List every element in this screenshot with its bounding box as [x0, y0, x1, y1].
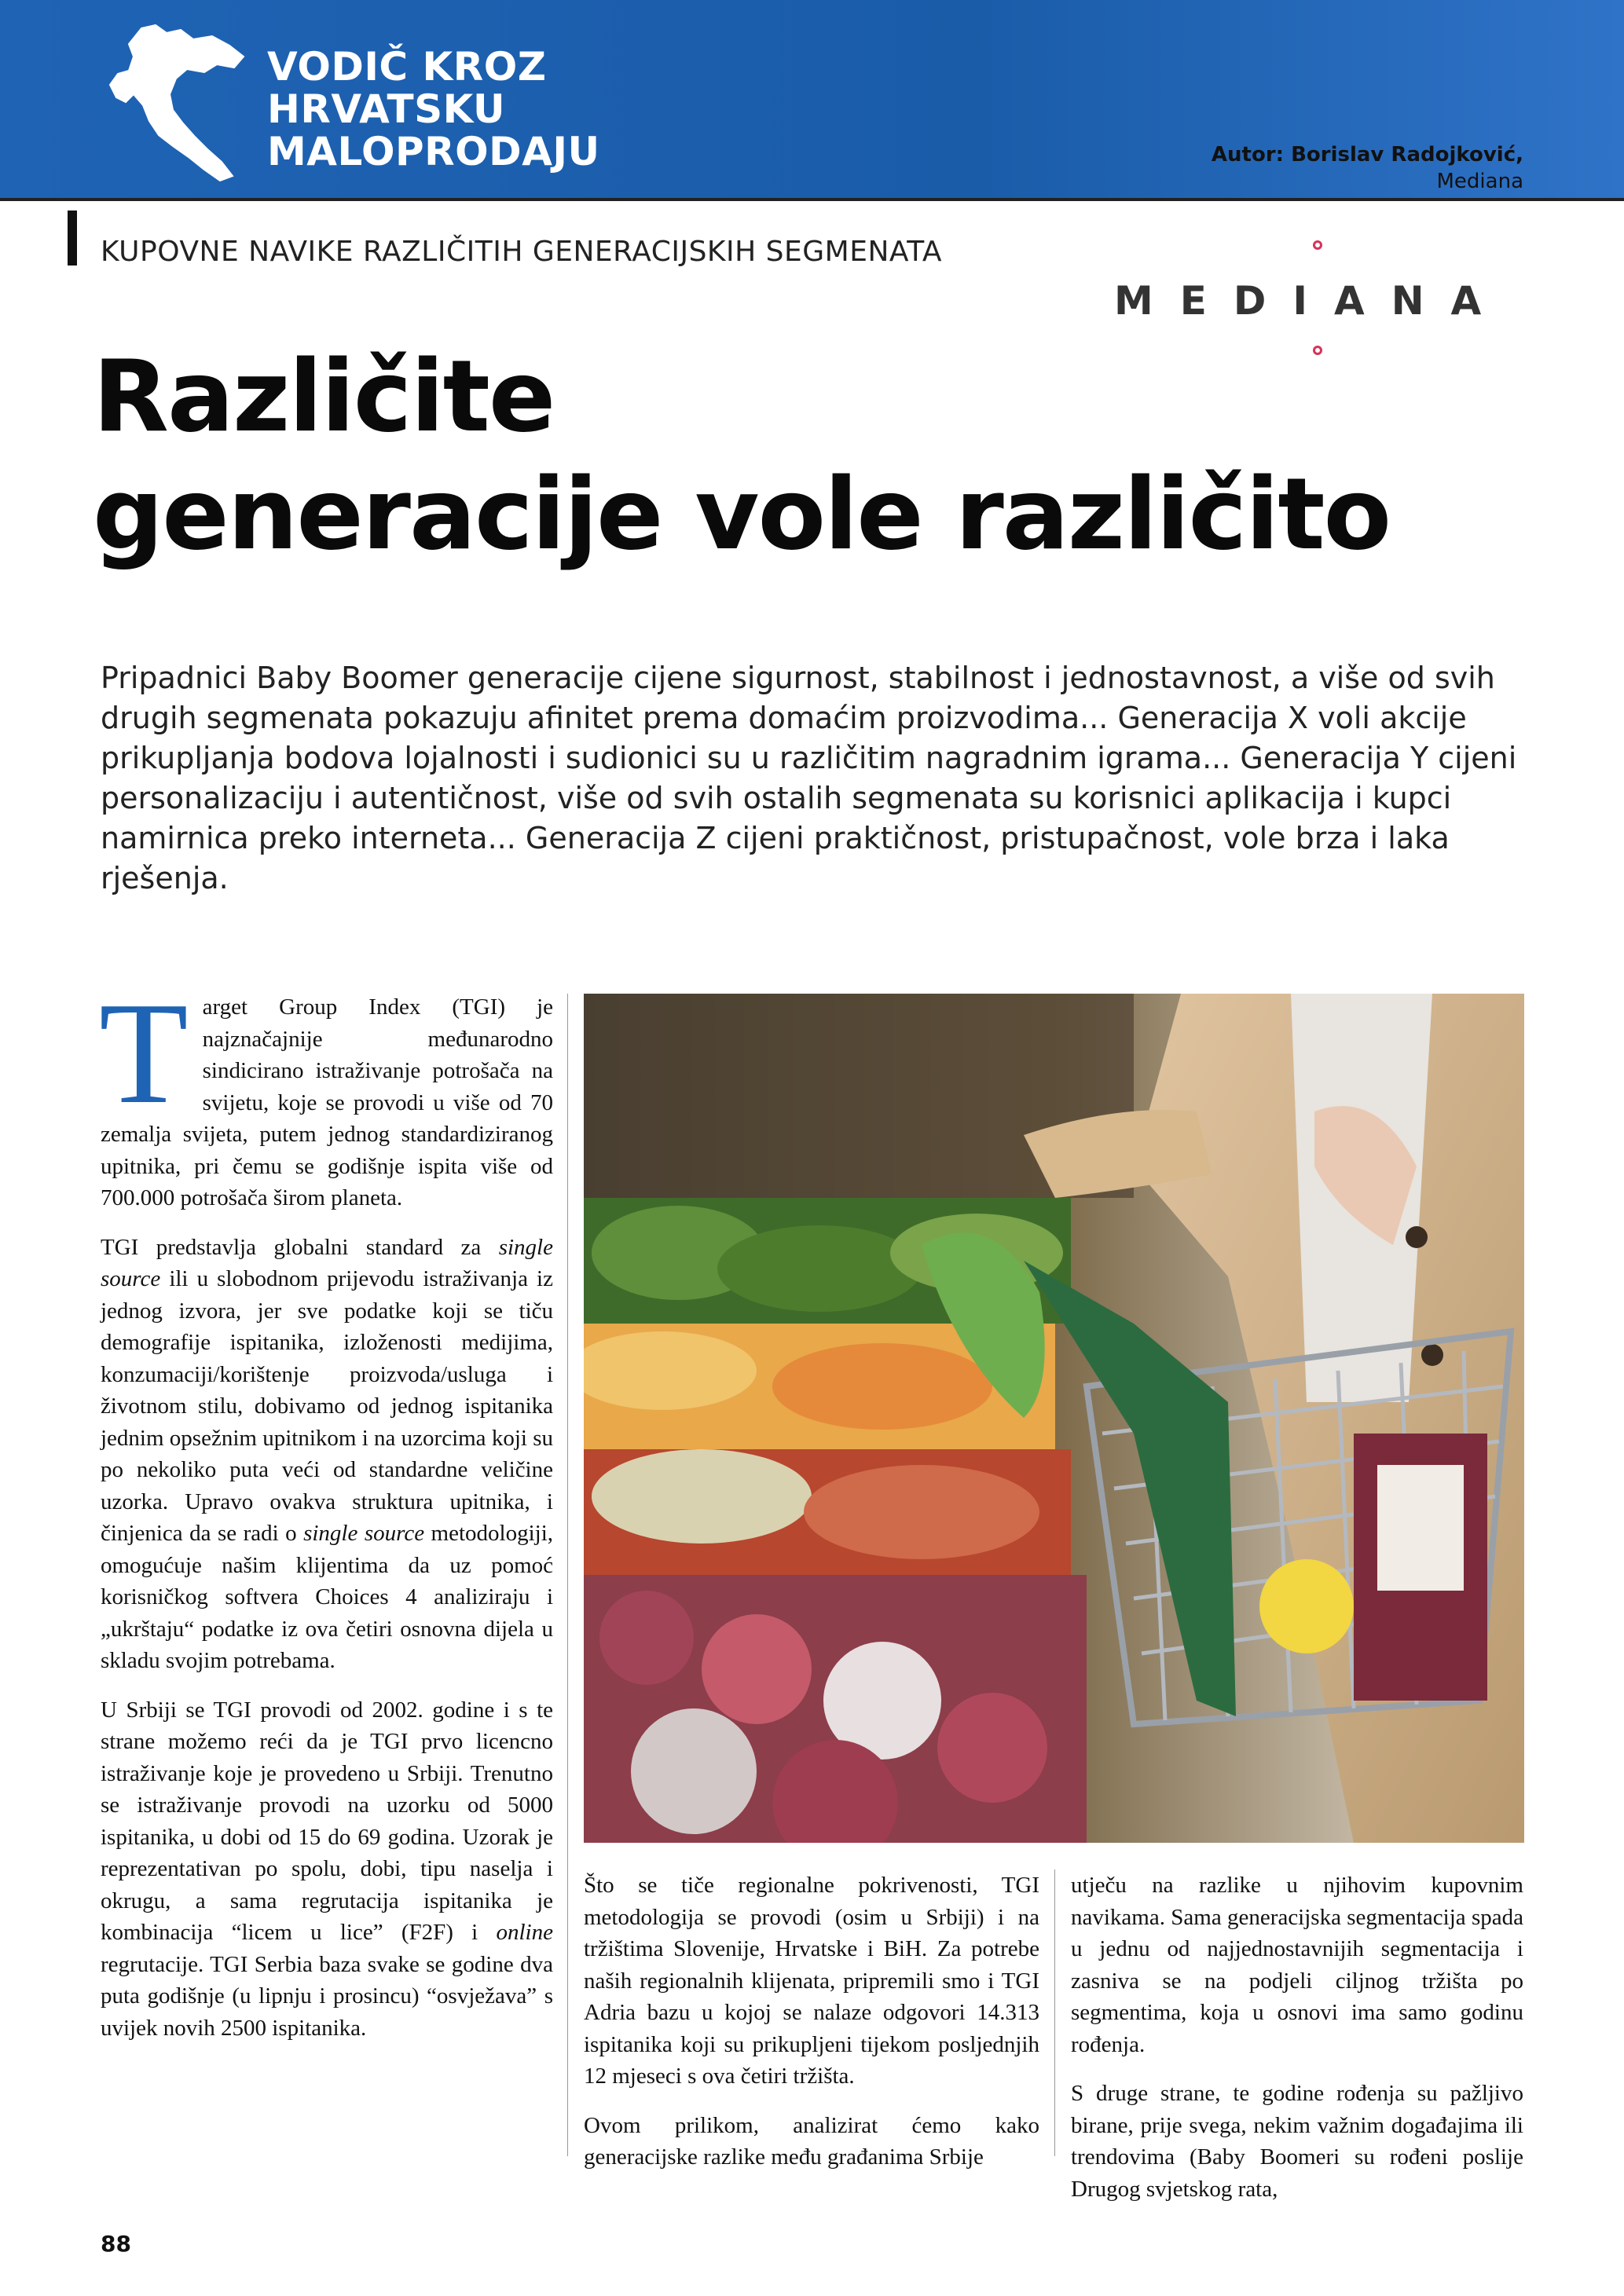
- title-line: Različite: [93, 339, 555, 454]
- paragraph-text: ili u slobodnom prijevodu istraživanja iz jednog izvora, jer sve podatke koji se tiču demografije ispitanika, izloženosti medijima, konzumaciji/korištenje proizvoda/usluga i životnom stilu, dobivamo od jednog ispitanika jednim opsežnim upitnikom i na uzorcima koji su po nekoliko puta veći od standardne veličine uzorka. Upravo ovakva struktura upitnika, i činjenica da se radi o: [101, 1266, 553, 1546]
- article-title: [93, 338, 1390, 573]
- column-divider: [1054, 1869, 1055, 2156]
- kicker-marker: [68, 211, 77, 265]
- logo-wordmark: MEDIANA: [1114, 278, 1509, 324]
- header-divider: [0, 198, 1624, 201]
- paragraph: Što se tiče regionalne pokrivenosti, TGI metodologija se provodi (osim u Srbiji) i na tržištima Slovenije, Hrvatske i BiH. Za potrebe naših regionalnih klijenata, pripremili smo i TGI Adria bazu u kojoj se nalaze odgovori 14.313 ispitanika koji su prikupljeni tijekom posljednjih 12 mjeseci s ova četiri tržišta.: [584, 1873, 1039, 2089]
- paragraph-text: metodologiji, omogućuje našim klijentima da uz pomoć korisničkog softvera Choices 4 analiziraju i „ukrštaju“ podatke iz ova četiri osnovna dijela u skladu svojim potrebama.: [101, 1521, 554, 1673]
- brand-title: [267, 46, 600, 173]
- title-line: generacije vole različito: [93, 456, 1391, 572]
- drop-cap: T: [99, 972, 189, 1134]
- column-divider: [567, 994, 568, 2156]
- paragraph-text: TGI predstavlja globalni standard za: [101, 1234, 499, 1260]
- paragraph: [101, 1232, 553, 1677]
- brand-line: VODIČ KROZ: [267, 44, 547, 90]
- paragraph: [99, 972, 553, 1214]
- body-column-3: [1071, 1869, 1523, 2222]
- body-column-1: [99, 972, 554, 2061]
- author-organization: Mediana: [1436, 170, 1523, 193]
- croatia-map-icon: [94, 22, 251, 187]
- section-kicker: KUPOVNE NAVIKE RAZLIČITIH GENERACIJSKIH SEGMENATA: [101, 236, 943, 268]
- logo-dot: [1313, 240, 1322, 250]
- brand-line: HRVATSKU: [267, 86, 506, 132]
- paragraph: Ovom prilikom, analizirat ćemo kako generacijske razlike među građanima Srbije: [584, 2112, 1039, 2170]
- emphasis-text: single source: [303, 1521, 425, 1546]
- page-number: 88: [101, 2231, 131, 2257]
- paragraph-text: arget Group Index (TGI) je najznačajnije međunarodno sindicirano istraživanje potrošača na svijetu, koje se provodi u više od 70 zemalja svijeta, putem jednog standardiziranog upitnika, pri čemu se godišnje ispita više od 700.000 potrošača širom planeta.: [101, 994, 553, 1210]
- paragraph-text: regrutacije. TGI Serbia baza svake se godine dva puta godišnje (u lipnju i prosincu) “osvježava” s uvijek novih 2500 ispitanika.: [101, 1951, 553, 2041]
- grocery-shopping-photo: [584, 994, 1524, 1843]
- author-credit: [1212, 141, 1523, 195]
- brand-line: MALOPRODAJU: [267, 129, 600, 174]
- paragraph: S druge strane, te godine rođenja su pažljivo birane, prije svega, nekim važnim događajima ili trendovima (Baby Boomeri su rođeni poslije Drugog svjetskog rata,: [1071, 2081, 1523, 2202]
- author-name: Autor: Borislav Radojković,: [1211, 143, 1523, 167]
- body-column-2: [584, 1869, 1039, 2191]
- paragraph: utječu na razlike u njihovim kupovnim navikama. Sama generacijska segmentacija spada u jednu od najjednostavnijih segmentacija i zasniva se na podjeli ciljnog tržišta po segmentima, koja u osnovi ima samo godinu rođenja.: [1071, 1873, 1523, 2057]
- article-lead: Pripadnici Baby Boomer generacije cijene sigurnost, stabilnost i jednostavnost, a više od svih drugih segmenata pokazuju afinitet prema domaćim proizvodima... Generacija X voli akcije prikupljanja bodova lojalnosti i sudionici su u različitim nagradnim igrama... Generacija Y cijeni personalizaciju i autentičnost, više od svih ostalih segmenata su korisnici aplikacija i kupci namirnica preko interneta... Generacija Z cijeni praktičnost, pristupačnost, vole brza i laka rješenja.: [101, 661, 1517, 895]
- emphasis-text: single source: [101, 1234, 553, 1291]
- paragraph-text: U Srbiji se TGI provodi od 2002. godine i s te strane možemo reći da je TGI prvo licencno istraživanje koje je provedeno u Srbiji. Trenutno se istraživanje provodi na uzorku od 5000 ispitanika, u dobi od 15 do 69 godina. Uzorak je reprezentativan po spolu, dobi, tipu naselja i okrugu, a sama regrutacija ispitanika je kombinacija “licem u lice” (F2F) i: [101, 1697, 553, 1945]
- paragraph: [101, 1694, 553, 2045]
- emphasis-text: online: [496, 1920, 553, 1945]
